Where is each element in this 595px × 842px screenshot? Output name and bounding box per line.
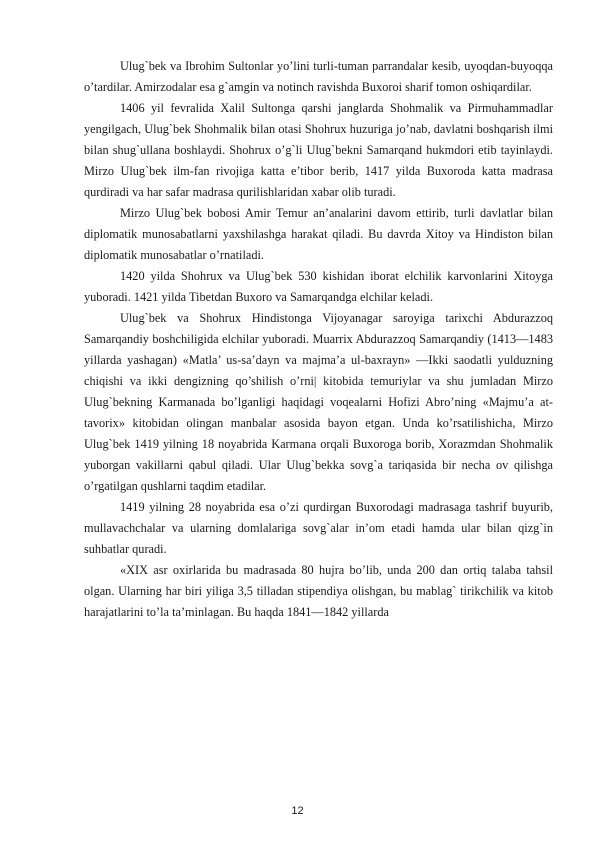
- body-text: [84, 56, 553, 623]
- paragraph: Ulug`bek va Ibrohim Sultonlar yo’lini turli-tuman parrandalar kesib, uyoqdan-buyoqqa o’tardilar. Amirzodalar esa g`amgin va notinch ravishda Buxoroi sharif tomon oshiqardilar.: [84, 59, 553, 94]
- paragraph: «XIX asr oxirlarida bu madrasada 80 hujra bo’lib, unda 200 dan ortiq talaba tahsil olgan. Ularning har biri yiliga 3,5 tilladan stipendiya olishgan, bu mablag` tirikchilik va kitob harajatlarini to’la ta’minlagan. Bu haqda 1841—1842 yillarda: [84, 563, 553, 619]
- paragraph: 1406 yil fevralida Xalil Sultonga qarshi janglarda Shohmalik va Pirmuhammadlar yengilgach, Ulug`bek Shohmalik bilan otasi Shohrux huzuriga jo’nab, davlatni boshqarish ilmi bilan shug`ullana boshlaydi. Shohrux o’g`li Ulug`bekni Samarqand hukmdori etib tayinlaydi. Mirzo Ulug`bek ilm-fan rivojiga katta e’tibor berib, 1417 yilda Buxoroda katta madrasa qurdiradi va har safar madrasa qurilishlaridan xabar olib turadi.: [84, 101, 553, 199]
- paragraph: 1419 yilning 28 noyabrida esa o’zi qurdirgan Buxorodagi madrasaga tashrif buyurib, mullavachchalar va ularning domlalariga sovg`alar in’om etadi hamda ular bilan qizg`in suhbatlar quradi.: [84, 500, 553, 556]
- page-number: 12: [291, 805, 304, 817]
- paragraph: Mirzo Ulug`bek bobosi Amir Temur an’analarini davom ettirib, turli davlatlar bilan diplomatik munosabatlarni yaxshilashga harakat qiladi. Bu davrda Xitoy va Hindiston bilan diplomatik munosabatlar o’rnatiladi.: [84, 206, 553, 262]
- paragraph: Ulug`bek va Shohrux Hindistonga Vijoyanagar saroyiga tarixchi Abdurazzoq Samarqandiy boshchiligida elchilar yuboradi. Muarrix Abdurazzoq Samarqandiy (1413—1483 yillarda yashagan) «Matla’ us-sa’dayn va majma’a ul-baxrayn» —Ikki saodatli yulduzning chiqishi va ikki dengizning qo’shilish o’rni| kitobida temuriylar va shu jumladan Mirzo Ulug`bekning Karmanada bo’lganligi haqidagi voqealarni Hofizi Abro’ning «Majmu’a at-tavorix» kitobidan olingan manbalar asosida bayon etgan. Unda ko’rsatilishicha, Mirzo Ulug`bek 1419 yilning 18 noyabrida Karmana orqali Buxoroga borib, Xorazmdan Shohmalik yuborgan vakillarni qabul qiladi. Ular Ulug`bekka sovg`a tariqasida bir necha ov qilishga o’rgatilgan qushlarni taqdim etadilar.: [84, 311, 553, 493]
- paragraph: 1420 yilda Shohrux va Ulug`bek 530 kishidan iborat elchilik karvonlarini Xitoyga yuboradi. 1421 yilda Tibetdan Buxoro va Samarqandga elchilar keladi.: [84, 269, 553, 304]
